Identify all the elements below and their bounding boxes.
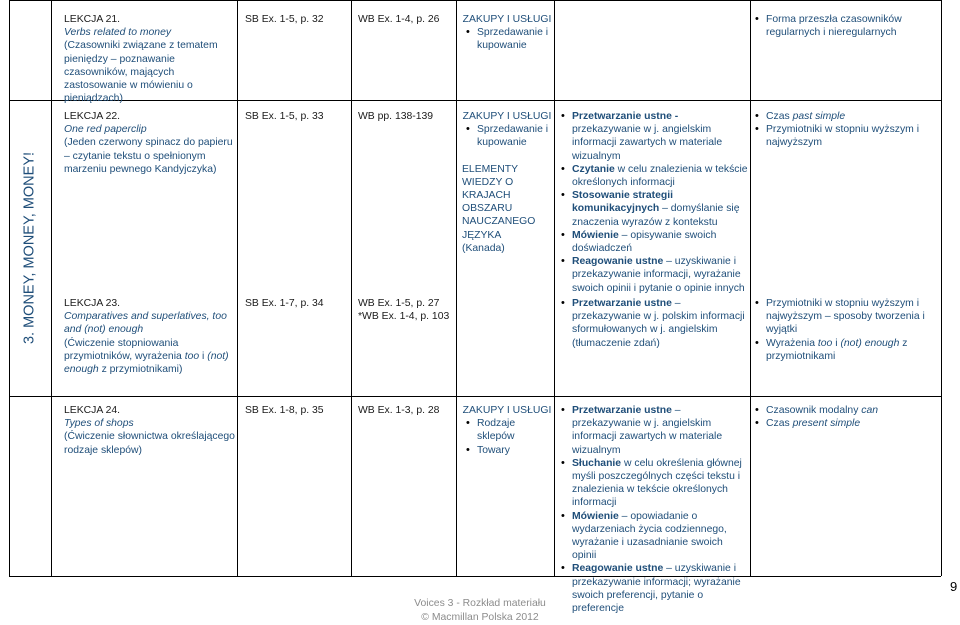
area-extra: ELEMENTY WIEDZY O KRAJACH OBSZARU NAUCZANEGO JĘZYKA (Kanada) (462, 163, 536, 254)
col-divider (351, 0, 352, 576)
row-divider (9, 396, 941, 397)
skill-item: • Mówienie – opowiadanie o wydarzeniach życia codziennego, wyrażanie i uzasadnianie swoich opinii (561, 510, 748, 563)
grammar-item: • Przymiotniki w stopniu wyższym i najwyższym – sposoby tworzenia i wyjątki (755, 297, 940, 337)
lesson-number: LEKCJA 24. (64, 405, 121, 416)
grammar-item: • Przymiotniki w stopniu wyższym i najwyższym (755, 123, 940, 149)
skill-item: • Przetwarzanie ustne – przekazywanie w j. angielskim informacji zawartych w materiale wizualnym (561, 404, 748, 457)
sb-cell (245, 110, 349, 123)
wb-cell (358, 297, 454, 323)
wb-cell (358, 13, 454, 26)
grammar-item: • Wyrażenia too i (not) enough z przymiotnikami (755, 337, 940, 363)
lesson-topic: One red paperclip (64, 124, 147, 136)
lesson-cell (64, 110, 236, 176)
col-divider (456, 0, 457, 576)
col-divider (750, 0, 751, 576)
skill-item: • Mówienie – opisywanie swoich doświadczeń (561, 229, 748, 255)
area-item: • Towary (466, 444, 552, 457)
area-cell (462, 404, 552, 457)
skill-item: • Czytanie w celu znalezienia w tekście określonych informacji (561, 163, 748, 189)
area-title: ZAKUPY I USŁUGI (462, 111, 552, 122)
col-divider (554, 0, 555, 576)
lesson-description: (Jeden czerwony spinacz do papieru – czytanie tekstu o spełnionym marzeniu pewnego Kandyjczyka) (64, 137, 233, 175)
grammar-cell (755, 13, 940, 39)
wb-cell (358, 110, 454, 123)
lesson-number: LEKCJA 23. (64, 298, 121, 309)
lesson-cell (64, 13, 236, 105)
lesson-description: (Ćwiczenie stopniowania przymiotników, wyrażenia too i (not) enough z przymiotnikami) (64, 337, 229, 376)
lesson-topic: Comparatives and superlatives, too and (not) enough (64, 311, 227, 336)
col-divider (941, 0, 942, 576)
skill-item: • Stosowanie strategii komunikacyjnych – domyślanie się znaczenia wyrazów z kontekstu (561, 189, 748, 229)
lesson-description: (Ćwiczenie słownictwa określającego rodzaje sklepów) (64, 431, 235, 456)
area-title: ZAKUPY I USŁUGI (462, 14, 552, 25)
lesson-number: LEKCJA 21. (64, 14, 121, 25)
area-item: • Rodzaje sklepów (466, 417, 552, 443)
grammar-item: • Czas present simple (755, 417, 940, 430)
skill-item: • Reagowanie ustne – uzyskiwanie i przekazywanie informacji; wyrażanie swoich preferencji, pytanie o preferencje (561, 562, 748, 615)
skills-cell (561, 110, 748, 295)
skill-item: • Reagowanie ustne – uzyskiwanie i przekazywanie informacji, wyrażanie swoich opinii i pytanie o opinie innych (561, 255, 748, 295)
grammar-cell (755, 110, 940, 150)
wb-exercises: WB Ex. 1-4, p. 26 (358, 14, 440, 25)
table-top-border (9, 0, 941, 1)
area-item: • Sprzedawanie i kupowanie (466, 123, 552, 149)
skills-cell (561, 297, 748, 350)
section-title: 3. MONEY, MONEY, MONEY! (21, 151, 38, 345)
wb-exercises: WB Ex. 1-3, p. 28 (358, 405, 440, 416)
col-divider (237, 0, 238, 576)
wb-exercises: WB pp. 138-139 (358, 111, 434, 122)
wb-cell (358, 404, 454, 417)
lesson-number: LEKCJA 22. (64, 111, 121, 122)
grammar-cell (755, 297, 940, 363)
sb-exercises: SB Ex. 1-8, p. 35 (245, 405, 324, 416)
wb-exercises: WB Ex. 1-5, p. 27 (358, 298, 440, 309)
lesson-description: (Czasowniki związane z tematem pieniędzy – poznawanie czasowników, mających zastosowanie w mówieniu o pieniądzach) (64, 40, 218, 105)
sb-cell (245, 404, 349, 417)
footer-copyright: © Macmillan Polska 2012 (421, 612, 539, 623)
table-bottom-border (9, 576, 941, 577)
area-item: • Sprzedawanie i kupowanie (466, 26, 552, 52)
area-title: ZAKUPY I USŁUGI (462, 405, 552, 416)
grammar-item: • Czasownik modalny can (755, 404, 940, 417)
wb-extra-exercises: *WB Ex. 1-4, p. 103 (358, 311, 450, 323)
skill-item: • Słuchanie w celu określenia głównej myśli poszczególnych części tekstu i znalezienia w tekście określonych informacji (561, 457, 748, 510)
area-cell (462, 13, 552, 53)
lesson-topic: Types of shops (64, 418, 134, 430)
skill-item: • Przetwarzanie ustne – przekazywanie w j. polskim informacji sformułowanych w j. angielskim (tłumaczenie zdań) (561, 297, 748, 350)
lesson-cell (64, 404, 236, 457)
sb-cell (245, 297, 349, 310)
sb-exercises: SB Ex. 1-5, p. 32 (245, 14, 324, 25)
page-footer (0, 597, 960, 625)
sb-cell (245, 13, 349, 26)
footer-book-title: Voices 3 - Rozkład materiału (414, 598, 546, 609)
grammar-item: • Czas past simple (755, 110, 940, 123)
skills-cell (561, 404, 748, 615)
sb-exercises: SB Ex. 1-5, p. 33 (245, 111, 324, 122)
lesson-topic: Verbs related to money (64, 27, 172, 39)
lesson-cell (64, 297, 236, 376)
sb-exercises: SB Ex. 1-7, p. 34 (245, 298, 324, 309)
grammar-cell (755, 404, 940, 430)
page-number: 9 (950, 579, 958, 594)
grammar-item: • Forma przeszła czasowników regularnych i nieregularnych (755, 13, 940, 39)
col-divider (51, 0, 52, 576)
area-cell (462, 110, 552, 255)
skill-item: • Przetwarzanie ustne - przekazywanie w j. angielskim informacji zawartych w materiale wizualnym (561, 110, 748, 163)
